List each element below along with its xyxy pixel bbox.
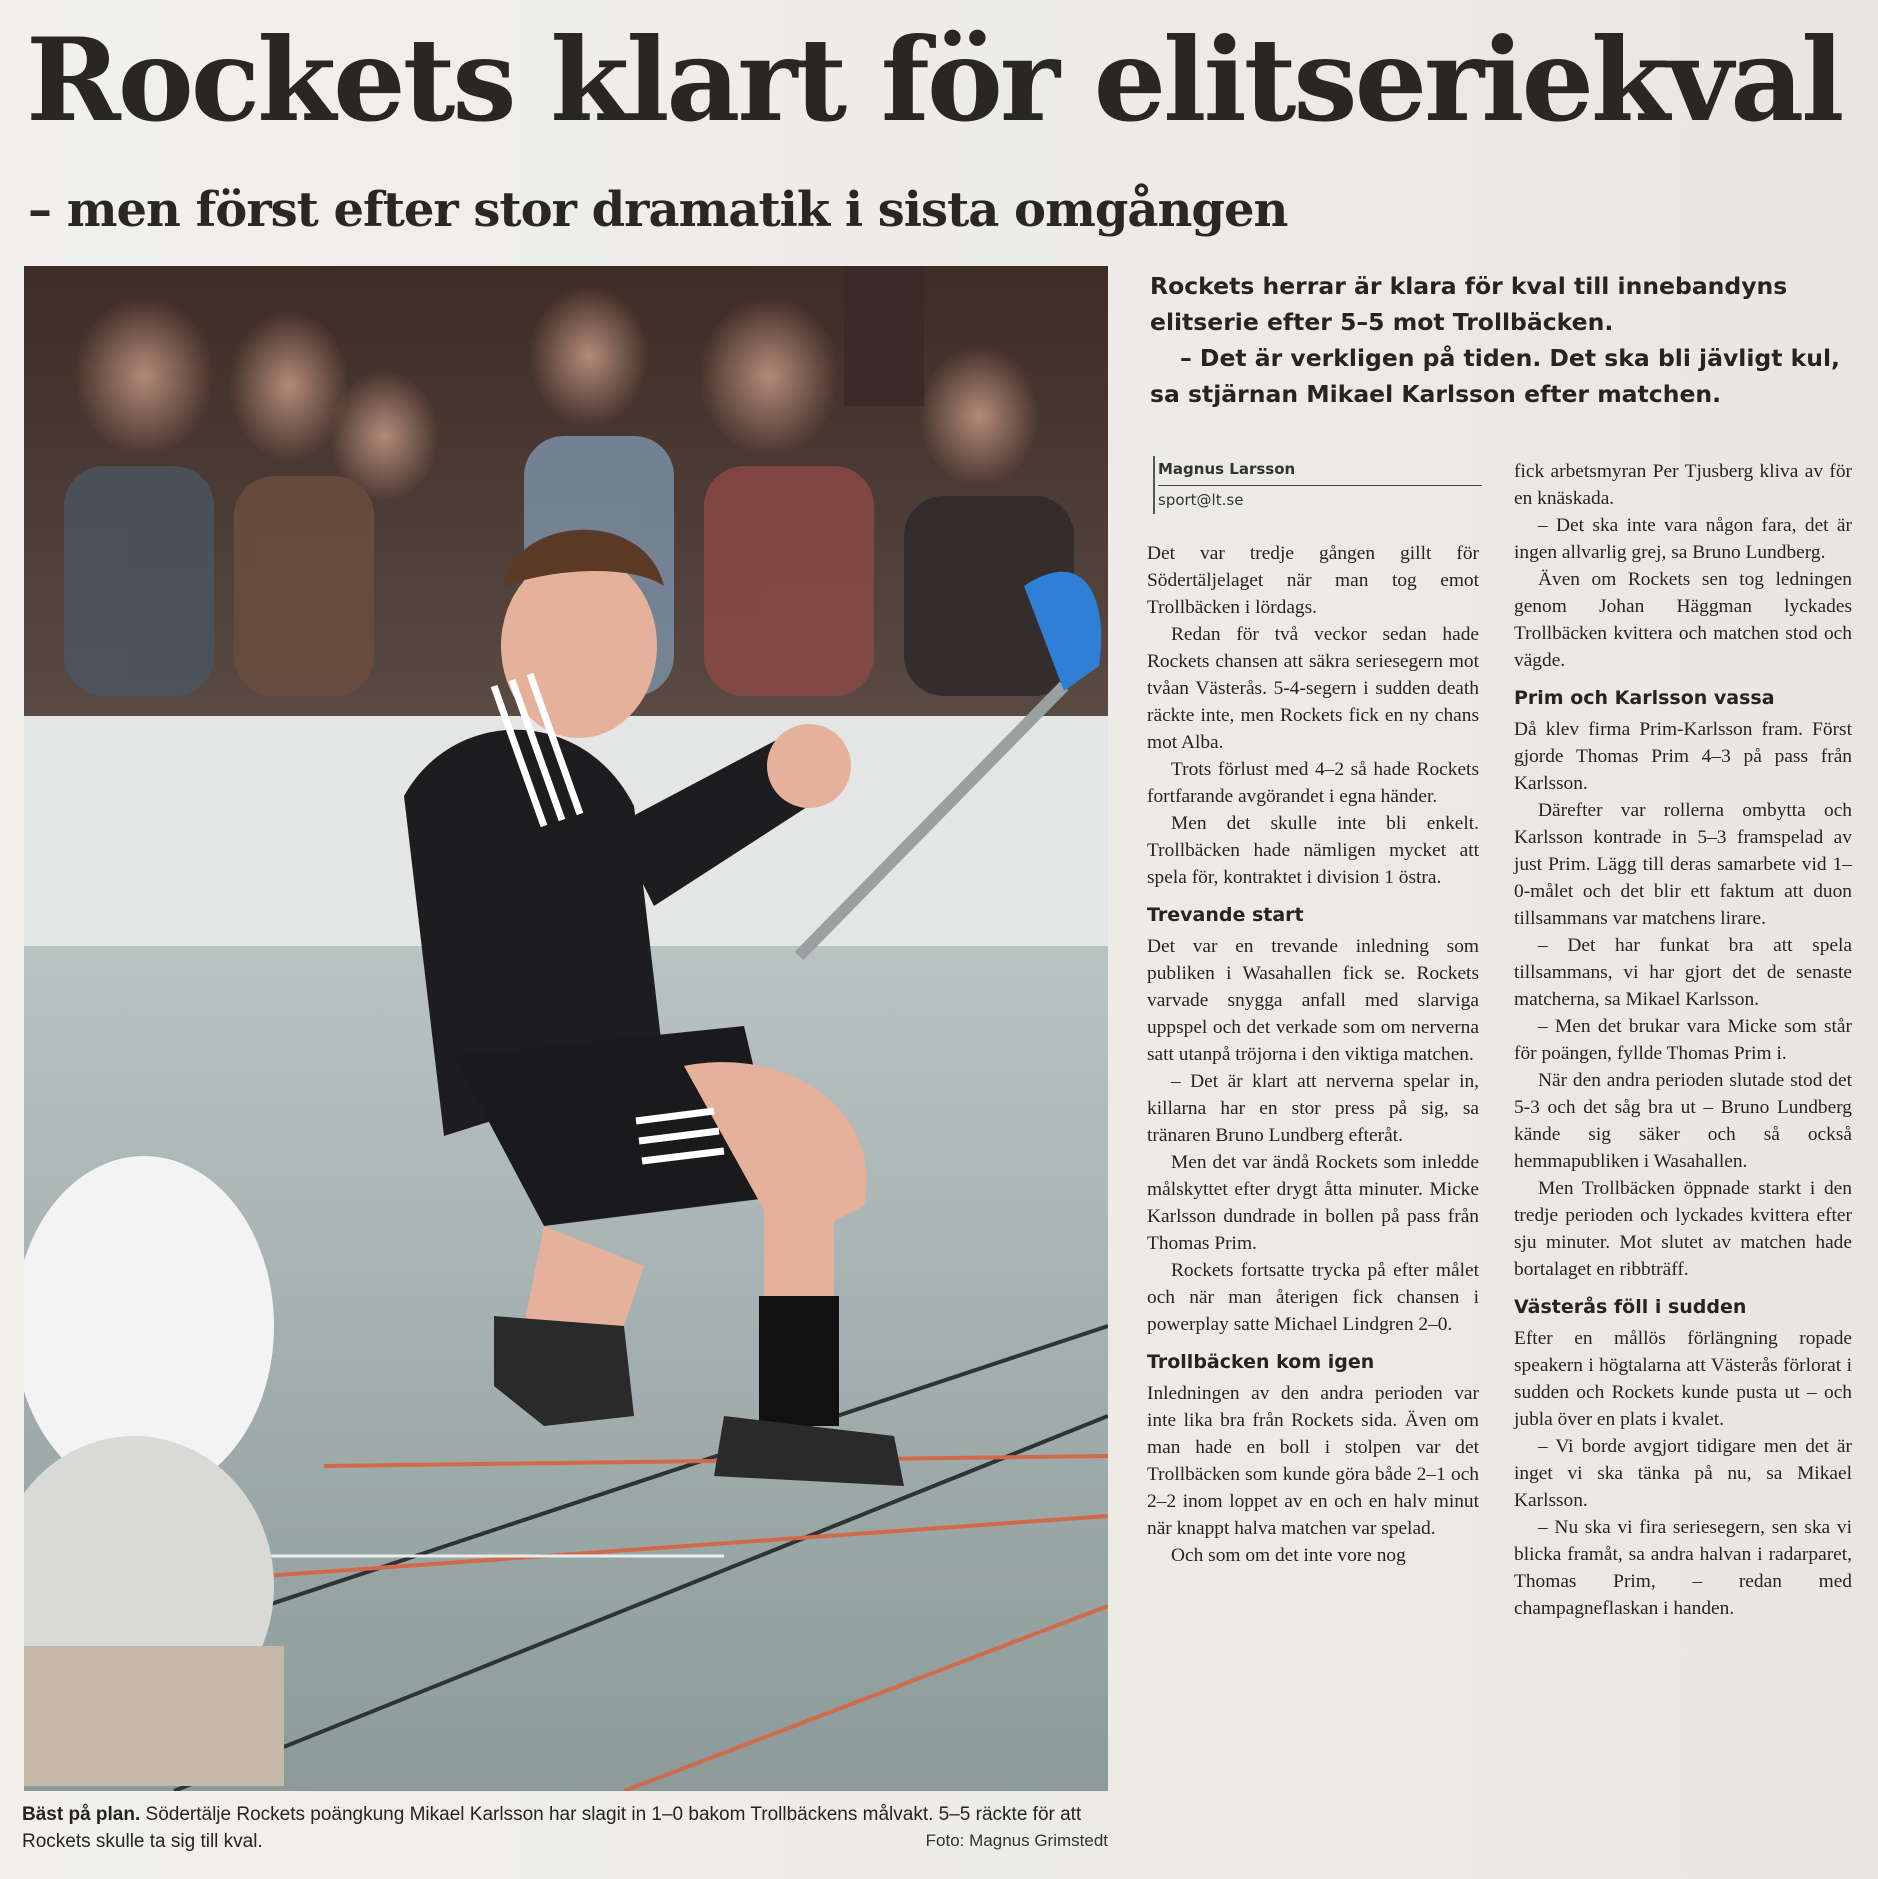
caption-label: Bäst på plan. xyxy=(22,1804,141,1825)
paragraph: Trots förlust med 4–2 så hade Rockets fortfarande avgörandet i egna händer. xyxy=(1147,759,1479,807)
article-photo xyxy=(24,266,1108,1791)
subheading-trevande-start: Trevande start xyxy=(1147,904,1304,926)
author-name: Magnus Larsson xyxy=(1158,456,1482,486)
paragraph: – Det har funkat bra att spela tillsammans, vi har gjort det de senaste matcherna, sa Mikael Karlsson. xyxy=(1514,935,1852,1010)
paragraph: Men Trollbäcken öppnade starkt i den tredje perioden och lyckades kvittera efter sju minuter. Mot slutet av matchen hade bortalaget en ribbträff. xyxy=(1514,1178,1852,1280)
author-email: sport@lt.se xyxy=(1158,491,1244,509)
paragraph: Då klev firma Prim-Karlsson fram. Först gjorde Thomas Prim 4–3 på pass från Karlsson. xyxy=(1514,719,1852,794)
floorball-player-photo xyxy=(24,266,1108,1791)
paragraph: – Vi borde avgjort tidigare men det är inget vi ska tänka på nu, sa Mikael Karlsson. xyxy=(1514,1436,1852,1511)
paragraph: Därefter var rollerna ombytta och Karlsson kontrade in 5–3 framspelad av just Prim. Lägg till deras samarbete vid 1–0-målet och det blir ett faktum att duon tillsammans var matchens lirare. xyxy=(1514,800,1852,929)
headline: Rockets klart för elitseriekval xyxy=(26,13,1842,147)
subheading-prim-och-karlsson: Prim och Karlsson vassa xyxy=(1514,687,1775,709)
photo-credit: Foto: Magnus Grimstedt xyxy=(925,1831,1108,1850)
lead-text-1: Rockets herrar är klara för kval till innebandyns elitserie efter 5–5 mot Trollbäcken. xyxy=(1150,272,1788,336)
paragraph: fick arbetsmyran Per Tjusberg kliva av för en knäskada. xyxy=(1514,461,1852,509)
byline xyxy=(1158,456,1482,514)
paragraph: Men det skulle inte bli enkelt. Trollbäcken hade nämligen mycket att spela för, kontraktet i division 1 östra. xyxy=(1147,813,1479,888)
byline-divider xyxy=(1153,456,1155,514)
paragraph: Inledningen av den andra perioden var inte lika bra från Rockets sida. Även om man hade en boll i stolpen var det Trollbäcken som kunde göra både 2–1 och 2–2 inom loppet av en och en halv minut när knappt halva matchen var spelad. xyxy=(1147,1383,1479,1539)
article-column-1 xyxy=(1147,540,1479,1569)
paragraph: Det var tredje gången gillt för Södertäljelaget när man tog emot Trollbäcken i lördags. xyxy=(1147,543,1479,618)
paragraph: Rockets fortsatte trycka på efter målet och när man återigen fick chansen i powerplay satte Michael Lindgren 2–0. xyxy=(1147,1260,1479,1335)
paragraph: – Nu ska vi fira seriesegern, sen ska vi blicka framåt, sa andra halvan i radarparet, Thomas Prim, – redan med champagneflaskan i handen. xyxy=(1514,1517,1852,1619)
caption-text: Södertälje Rockets poängkung Mikael Karlsson har slagit in 1–0 bakom Trollbäckens målvakt. 5–5 räckte för att Rockets skulle ta sig till kval. xyxy=(22,1804,1082,1852)
subheading-vasteras-foll: Västerås föll i sudden xyxy=(1514,1296,1747,1318)
paragraph: När den andra perioden slutade stod det 5-3 och det såg bra ut – Bruno Lundberg kände sig säker och så också hemmapubliken i Wasahallen. xyxy=(1514,1070,1852,1172)
paragraph: – Men det brukar vara Micke som står för poängen, fyllde Thomas Prim i. xyxy=(1514,1016,1852,1064)
paragraph: Även om Rockets sen tog ledningen genom Johan Häggman lyckades Trollbäcken kvittera och matchen stod och vägde. xyxy=(1514,569,1852,671)
paragraph: – Det är klart att nerverna spelar in, killarna har en stor press på sig, sa tränaren Bruno Lundberg efteråt. xyxy=(1147,1071,1479,1146)
paragraph: Efter en mållös förlängning ropade speakern i högtalarna att Västerås förlorat i sudden och Rockets kunde pusta ut – och jubla över en plats i kvalet. xyxy=(1514,1328,1852,1430)
paragraph: Och som om det inte vore nog xyxy=(1171,1545,1406,1566)
article-column-2 xyxy=(1514,458,1852,1622)
paragraph: – Det ska inte vara någon fara, det är ingen allvarlig grej, sa Bruno Lundberg. xyxy=(1514,515,1852,563)
lead-paragraph xyxy=(1150,268,1850,412)
lead-text-2: – Det är verkligen på tiden. Det ska bli jävligt kul, sa stjärnan Mikael Karlsson efter matchen. xyxy=(1150,344,1840,408)
paragraph: Redan för två veckor sedan hade Rockets chansen att säkra seriesegern mot tvåan Västerås. 5-4-segern i sudden death räckte inte, men Rockets fick en ny chans mot Alba. xyxy=(1147,624,1479,753)
paragraph: Men det var ändå Rockets som inledde målskyttet efter drygt åtta minuter. Micke Karlsson dundrade in bollen på pass från Thomas Prim. xyxy=(1147,1152,1479,1254)
paragraph: Det var en trevande inledning som publiken i Wasahallen fick se. Rockets varvade snygga anfall med slarviga uppspel och det verkade som om nerverna satt utanpå tröjorna i den viktiga matchen. xyxy=(1147,936,1479,1065)
subheading-trollbacken-kom-igen: Trollbäcken kom igen xyxy=(1147,1351,1375,1373)
subheadline: – men först efter stor dramatik i sista omgången xyxy=(28,182,1288,238)
